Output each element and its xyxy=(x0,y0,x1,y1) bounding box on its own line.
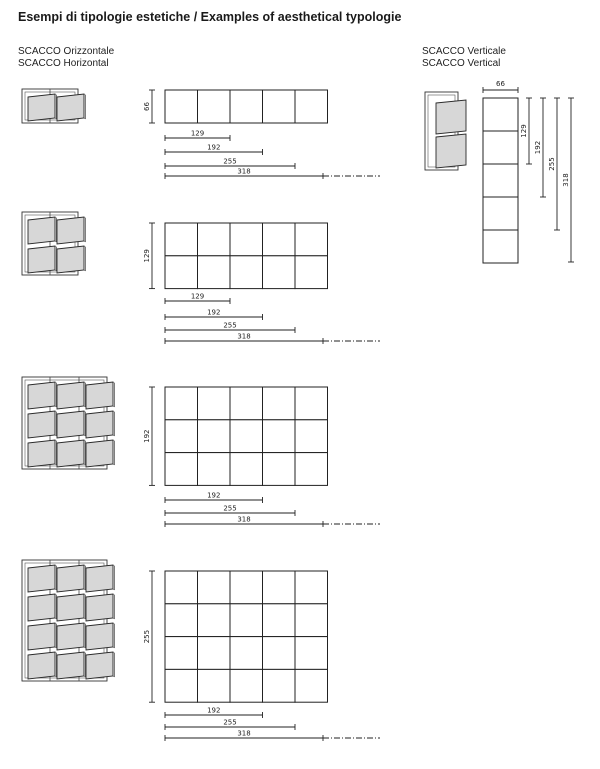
tile-edge xyxy=(55,623,57,648)
grid-cell xyxy=(295,604,328,637)
grid-cell xyxy=(295,387,328,420)
grid-cell xyxy=(263,420,296,453)
height-dimension-vertical-255 xyxy=(548,98,560,230)
dim-label: 255 xyxy=(548,157,556,171)
tile xyxy=(57,623,84,650)
dim-label: 318 xyxy=(237,515,251,524)
grid-cell xyxy=(295,256,328,289)
tile-edge xyxy=(84,623,86,648)
tile xyxy=(86,565,113,592)
grid-cell xyxy=(230,420,263,453)
height-dimension-vertical-129 xyxy=(520,98,532,164)
tile-edge xyxy=(113,652,115,677)
width-dimension-h2-255 xyxy=(165,322,295,334)
grid-cell xyxy=(483,230,518,263)
grid-cell xyxy=(483,98,518,131)
grid-cell xyxy=(295,669,328,702)
tile xyxy=(57,246,84,273)
grid-cell xyxy=(165,637,198,670)
dim-label: 129 xyxy=(190,292,205,301)
grid-cell xyxy=(295,223,328,256)
grid-cell xyxy=(263,387,296,420)
page-title: Esempi di tipologie estetiche / Examples of aesthetical typologie xyxy=(18,10,402,24)
tile xyxy=(86,594,113,621)
dim-label: 255 xyxy=(223,157,237,166)
tile xyxy=(436,134,466,168)
tile-edge xyxy=(84,217,86,242)
grid-cell xyxy=(165,571,198,604)
grid-cell xyxy=(230,637,263,670)
dim-label: 66 xyxy=(143,102,151,111)
width-dimension-h2-192 xyxy=(165,309,263,321)
tile-edge xyxy=(84,411,86,436)
tile xyxy=(28,594,55,621)
elevation-grid-h3 xyxy=(165,387,328,485)
grid-cell xyxy=(230,256,263,289)
grid-cell xyxy=(230,669,263,702)
tile-edge xyxy=(84,565,86,590)
grid-cell xyxy=(198,669,231,702)
height-dimension-h2 xyxy=(143,223,155,289)
tile-edge xyxy=(84,652,86,677)
grid-cell xyxy=(165,453,198,486)
tile-edge xyxy=(55,411,57,436)
vertical-label-en: SCACCO Vertical xyxy=(422,58,501,69)
tile xyxy=(57,594,84,621)
grid-cell xyxy=(483,164,518,197)
dim-label: 129 xyxy=(143,249,151,263)
tile-edge xyxy=(55,594,57,619)
dim-label: 255 xyxy=(143,629,151,644)
width-dimension-h3-192 xyxy=(165,492,263,504)
tile-edge xyxy=(113,411,115,436)
grid-cell xyxy=(230,90,263,123)
dim-label: 318 xyxy=(237,729,251,738)
panel-sketch-vertical xyxy=(425,92,466,170)
grid-cell xyxy=(230,571,263,604)
grid-cell xyxy=(198,256,231,289)
grid-cell xyxy=(165,223,198,256)
grid-cell xyxy=(263,223,296,256)
width-dimension-h3-255 xyxy=(165,505,295,517)
grid-cell xyxy=(198,453,231,486)
elevation-grid-h1 xyxy=(165,90,328,123)
grid-cell xyxy=(165,256,198,289)
tile-edge xyxy=(113,382,115,407)
dim-label: 192 xyxy=(207,143,221,152)
grid-cell xyxy=(263,604,296,637)
dim-label: 129 xyxy=(520,124,528,138)
tile-edge xyxy=(113,594,115,619)
grid-cell xyxy=(263,90,296,123)
grid-cell xyxy=(198,604,231,637)
width-dimension-h3-318 xyxy=(165,516,380,528)
grid-cell xyxy=(230,223,263,256)
grid-cell xyxy=(165,90,198,123)
tile-edge xyxy=(55,652,57,677)
tile xyxy=(86,440,113,467)
width-dimension-h4-192 xyxy=(165,707,263,719)
tile-edge xyxy=(84,382,86,407)
dim-label: 318 xyxy=(237,167,251,176)
tile xyxy=(28,382,55,409)
tile xyxy=(28,217,55,244)
dim-label: 255 xyxy=(223,718,237,727)
width-dimension-h1-318 xyxy=(165,168,380,180)
tile-edge xyxy=(55,440,57,465)
panel-sketch-h2 xyxy=(22,212,86,275)
tile-edge xyxy=(55,217,57,242)
dim-label: 255 xyxy=(223,321,237,330)
grid-cell xyxy=(198,223,231,256)
tile xyxy=(57,652,84,679)
tile xyxy=(57,94,84,121)
horizontal-label-en: SCACCO Horizontal xyxy=(18,58,109,69)
tile xyxy=(28,440,55,467)
tile xyxy=(57,440,84,467)
grid-cell xyxy=(198,90,231,123)
grid-cell xyxy=(483,131,518,164)
tile xyxy=(86,652,113,679)
grid-cell xyxy=(263,256,296,289)
tile xyxy=(57,382,84,409)
dim-label: 129 xyxy=(190,129,205,138)
height-dimension-h1 xyxy=(143,90,155,123)
tile-edge xyxy=(55,94,57,119)
grid-cell xyxy=(295,453,328,486)
grid-cell xyxy=(230,387,263,420)
tile-edge xyxy=(55,565,57,590)
dim-label: 318 xyxy=(562,173,570,187)
grid-cell xyxy=(263,453,296,486)
tile xyxy=(28,652,55,679)
grid-cell xyxy=(295,420,328,453)
height-dimension-vertical-318 xyxy=(562,98,574,262)
grid-cell xyxy=(295,571,328,604)
dim-label: 192 xyxy=(207,706,221,715)
elevation-grid-h2 xyxy=(165,223,328,289)
dim-label: 192 xyxy=(207,491,221,500)
height-dimension-vertical-192 xyxy=(534,98,546,197)
panel-sketch-h3 xyxy=(22,377,115,469)
width-dimension-vertical xyxy=(483,80,518,93)
grid-cell xyxy=(165,420,198,453)
tile xyxy=(28,246,55,273)
grid-cell xyxy=(230,604,263,637)
tile xyxy=(57,565,84,592)
grid-cell xyxy=(263,571,296,604)
grid-cell xyxy=(165,387,198,420)
grid-cell xyxy=(165,669,198,702)
grid-cell xyxy=(198,420,231,453)
tile xyxy=(86,411,113,438)
tile xyxy=(57,217,84,244)
dim-label: 318 xyxy=(237,332,251,341)
tile-edge xyxy=(113,440,115,465)
height-dimension-h4 xyxy=(143,571,155,702)
grid-cell xyxy=(198,571,231,604)
tile xyxy=(28,411,55,438)
tile xyxy=(86,623,113,650)
dim-label: 192 xyxy=(534,140,542,155)
tile xyxy=(86,382,113,409)
horizontal-label-it: SCACCO Orizzontale xyxy=(18,46,115,57)
width-dimension-h1-255 xyxy=(165,158,295,170)
grid-cell xyxy=(263,669,296,702)
dim-label: 66 xyxy=(496,80,505,88)
panel-sketch-h4 xyxy=(22,560,115,681)
panel-sketch-h1 xyxy=(22,89,86,123)
dim-label: 192 xyxy=(207,308,221,317)
grid-cell xyxy=(483,197,518,230)
tile-edge xyxy=(84,440,86,465)
tile-edge xyxy=(84,246,86,271)
width-dimension-h2-129 xyxy=(165,293,230,305)
grid-cell xyxy=(295,90,328,123)
tile xyxy=(28,623,55,650)
grid-cell xyxy=(198,637,231,670)
dim-label: 255 xyxy=(223,504,237,513)
grid-cell xyxy=(230,453,263,486)
width-dimension-h2-318 xyxy=(165,333,380,345)
width-dimension-h4-318 xyxy=(165,730,380,742)
tile-edge xyxy=(113,623,115,648)
tile xyxy=(28,94,55,121)
width-dimension-h1-192 xyxy=(165,144,263,156)
width-dimension-h1-129 xyxy=(165,130,230,142)
width-dimension-h4-255 xyxy=(165,719,295,731)
grid-cell xyxy=(198,387,231,420)
dim-label: 192 xyxy=(143,429,151,443)
tile xyxy=(436,100,466,134)
tile-edge xyxy=(113,565,115,590)
grid-cell xyxy=(295,637,328,670)
tile xyxy=(28,565,55,592)
tile-edge xyxy=(55,382,57,407)
grid-cell xyxy=(263,637,296,670)
height-dimension-h3 xyxy=(143,387,155,485)
tile-edge xyxy=(84,594,86,619)
elevation-grid-h4 xyxy=(165,571,328,702)
tile-edge xyxy=(55,246,57,271)
grid-cell xyxy=(165,604,198,637)
tile-edge xyxy=(84,94,86,119)
vertical-label-it: SCACCO Verticale xyxy=(422,46,506,57)
tile xyxy=(57,411,84,438)
